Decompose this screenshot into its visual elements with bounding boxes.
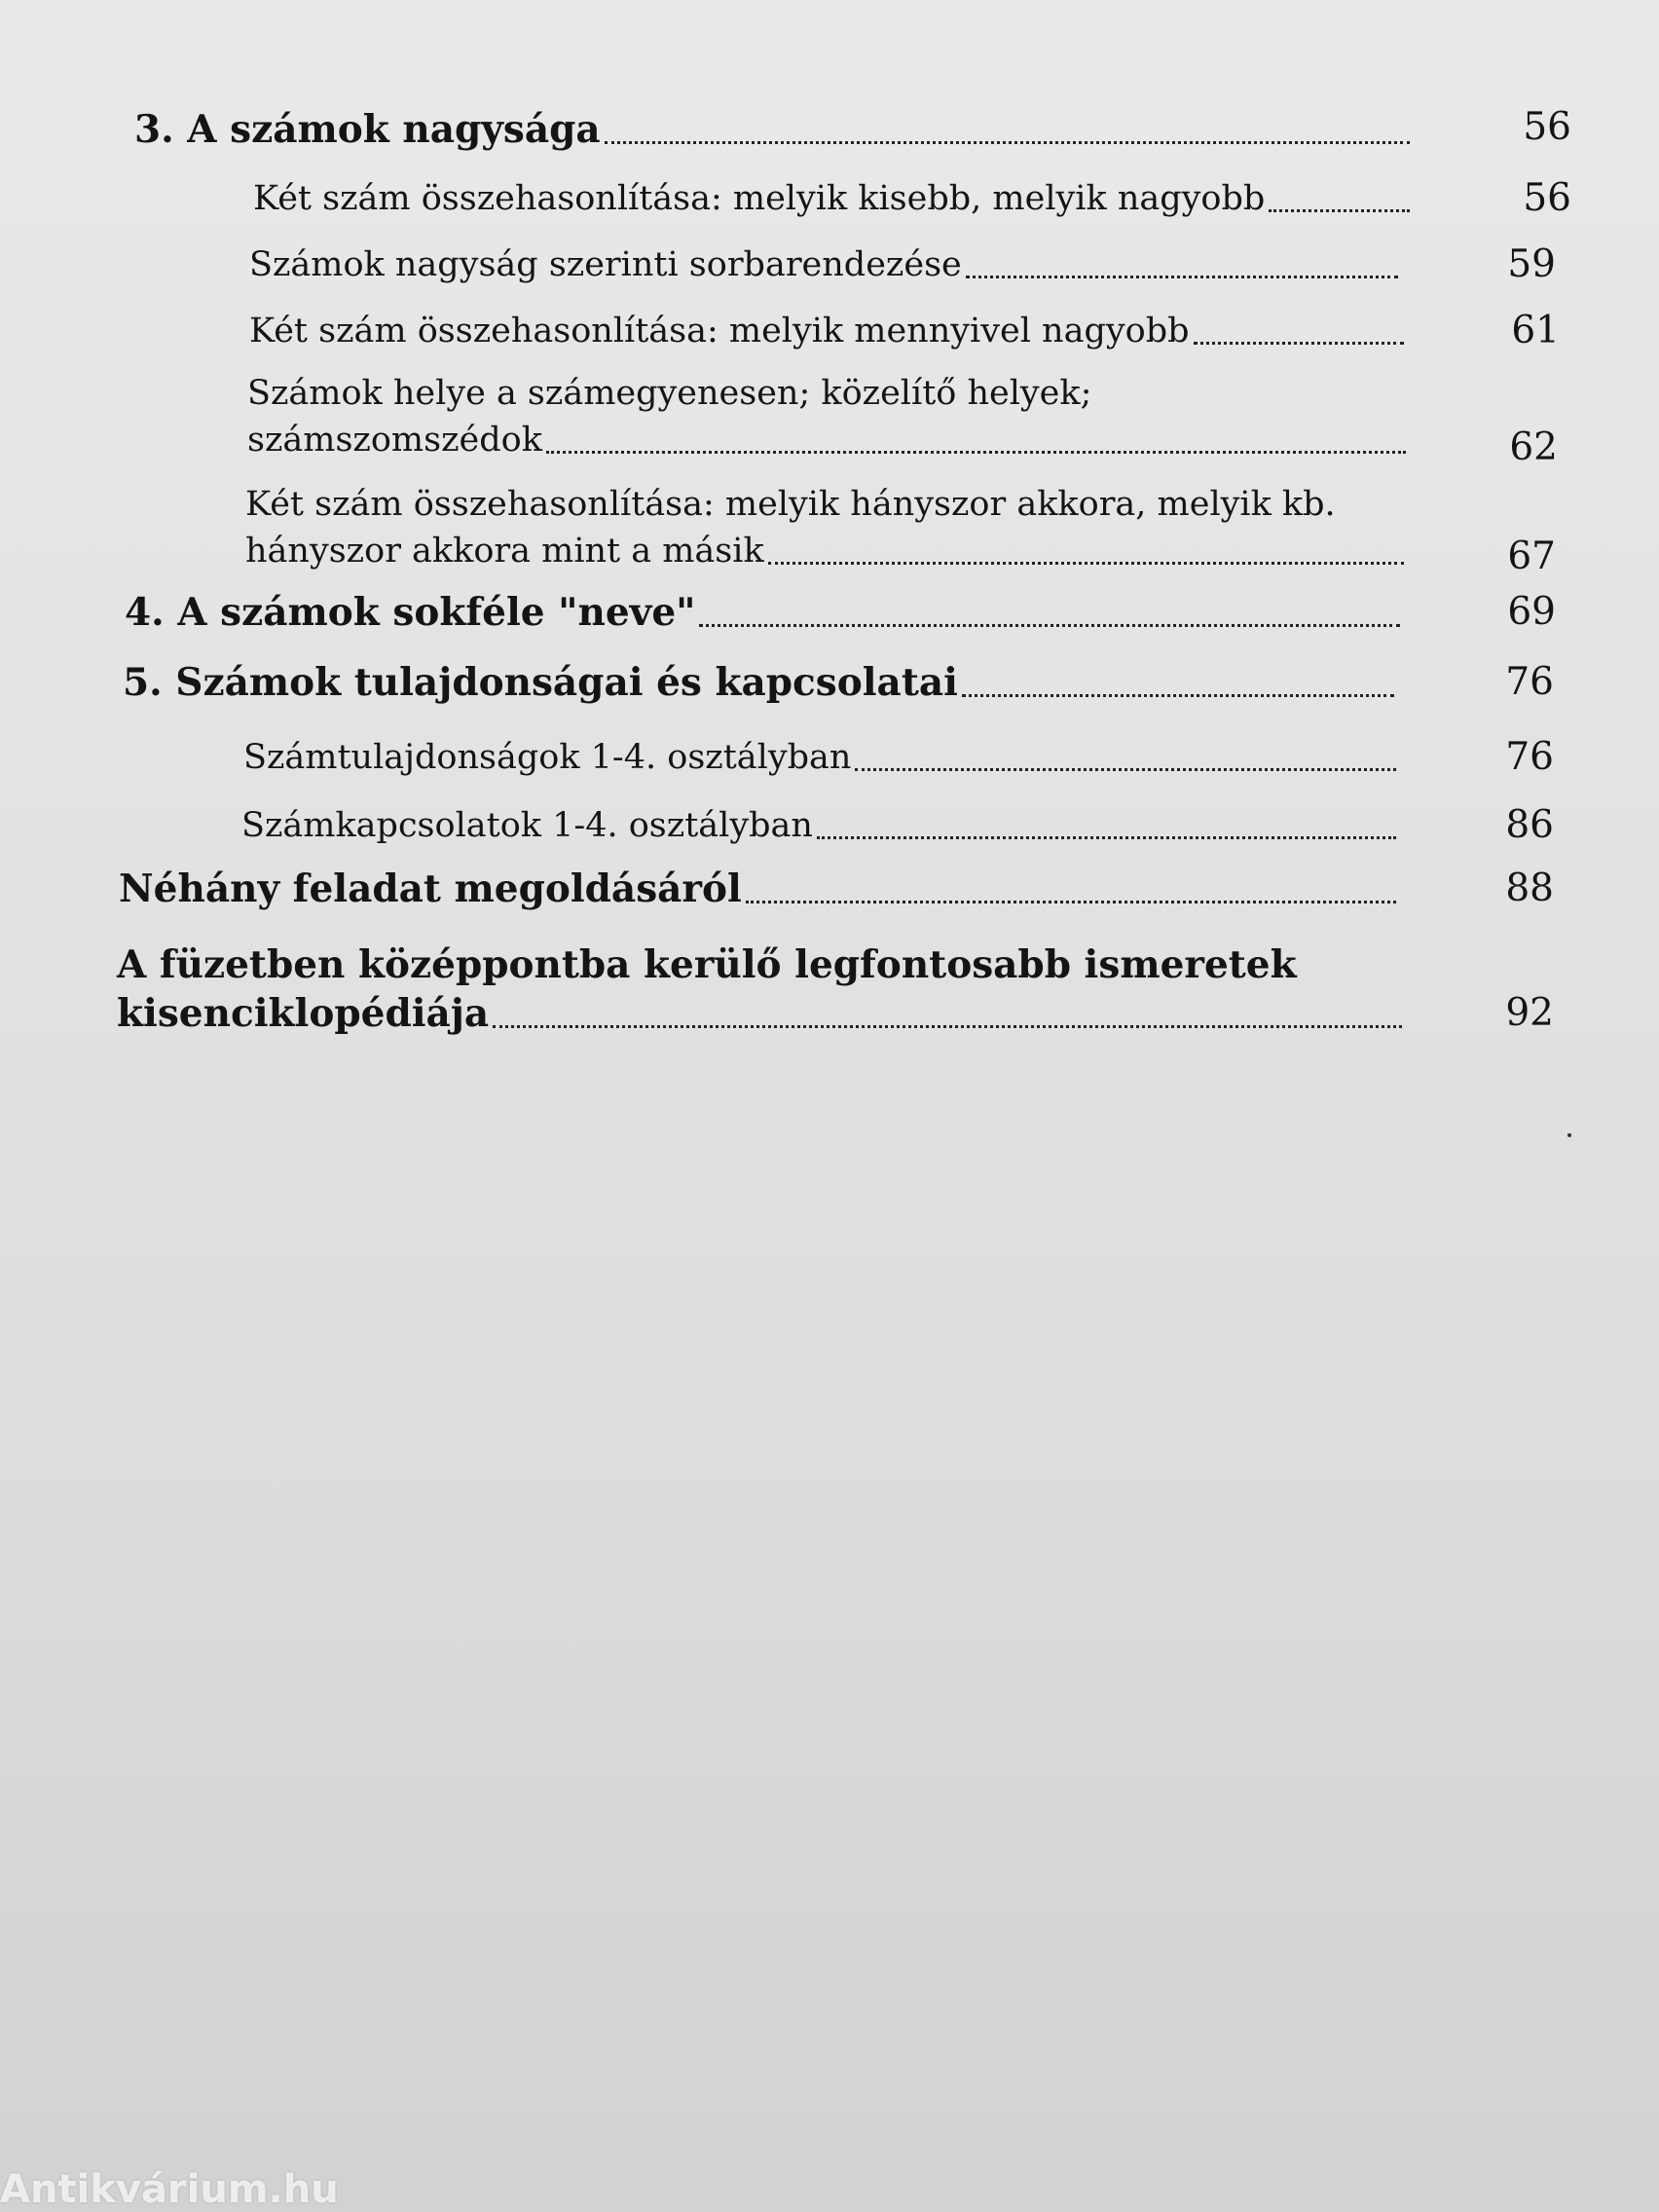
dot-leader [966, 276, 1398, 278]
toc-entry-page: 56 [1523, 176, 1571, 220]
toc-entry-page: 62 [1509, 425, 1558, 469]
toc-entry-subsection[interactable] [253, 175, 1571, 222]
toc-entry-title: 4. A számok sokféle "neve" [125, 590, 696, 635]
dot-leader [962, 694, 1394, 697]
toc-entry-section-3[interactable] [134, 105, 1571, 154]
dot-leader [699, 624, 1400, 627]
paper-speck [1567, 1133, 1571, 1137]
dot-leader [605, 141, 1410, 144]
toc-entry-chapter[interactable] [119, 865, 1554, 913]
dot-leader [1269, 209, 1410, 212]
toc-entry-chapter[interactable] [117, 940, 1554, 1038]
toc-entry-title: Két szám összehasonlítása: melyik kisebb, melyik nagyobb [253, 179, 1266, 218]
toc-entry-title-line: hányszor akkora mint a másik [245, 532, 764, 571]
toc-entry-section-5[interactable] [123, 658, 1554, 707]
toc-entry-page: 56 [1523, 105, 1571, 149]
toc-entry-subsection[interactable] [241, 802, 1554, 849]
toc-entry-subsection[interactable] [245, 481, 1556, 578]
toc-entry-page: 86 [1505, 803, 1554, 847]
toc-entry-title: Számkapcsolatok 1-4. osztályban [241, 806, 813, 845]
toc-entry-title: 3. A számok nagysága [134, 107, 601, 152]
toc-entry-subsection[interactable] [247, 370, 1558, 469]
toc-entry-title: Számtulajdonságok 1-4. osztályban [243, 738, 852, 777]
toc-entry-title-line: kisenciklopédiája [117, 991, 490, 1036]
toc-entry-page: 88 [1505, 866, 1554, 910]
toc-entry-section-4[interactable] [125, 588, 1556, 637]
toc-entry-page: 92 [1505, 991, 1554, 1035]
toc-entry-subsection[interactable] [249, 241, 1556, 288]
toc-entry-page: 59 [1507, 242, 1556, 286]
toc-entry-title: Néhány feladat megoldásáról [119, 866, 742, 911]
toc-entry-subsection[interactable] [249, 308, 1560, 354]
toc-entry-title: 5. Számok tulajdonságai és kapcsolatai [123, 660, 958, 705]
dot-leader [546, 451, 1406, 454]
dot-leader [817, 836, 1396, 839]
toc-entry-title: Számok nagyság szerinti sorbarendezése [249, 245, 962, 284]
toc-entry-page: 61 [1511, 309, 1560, 352]
toc-entry-page: 67 [1507, 535, 1556, 578]
dot-leader [768, 562, 1404, 565]
dot-leader [493, 1025, 1402, 1028]
dot-leader [1194, 342, 1404, 345]
toc-entry-subsection[interactable] [243, 734, 1554, 781]
dot-leader [746, 901, 1396, 903]
toc-entry-title-line: A füzetben középpontba kerülő legfontosabb ismeretek [117, 942, 1297, 987]
toc-entry-page: 76 [1505, 660, 1554, 704]
toc-entry-page: 76 [1505, 735, 1554, 779]
toc-entry-title-line: Számok helye a számegyenesen; közelítő helyek; [247, 374, 1092, 413]
show-through-text [58, 243, 69, 283]
watermark-logo: Antikvárium.hu [0, 2167, 339, 2212]
dot-leader [855, 768, 1396, 771]
toc-entry-title-line: számszomszédok [247, 421, 542, 460]
toc-entry-title: Két szám összehasonlítása: melyik mennyivel nagyobb [249, 312, 1190, 350]
toc-entry-page: 69 [1507, 590, 1556, 634]
toc-entry-title-line: Két szám összehasonlítása: melyik hányszor akkora, melyik kb. [245, 485, 1336, 524]
